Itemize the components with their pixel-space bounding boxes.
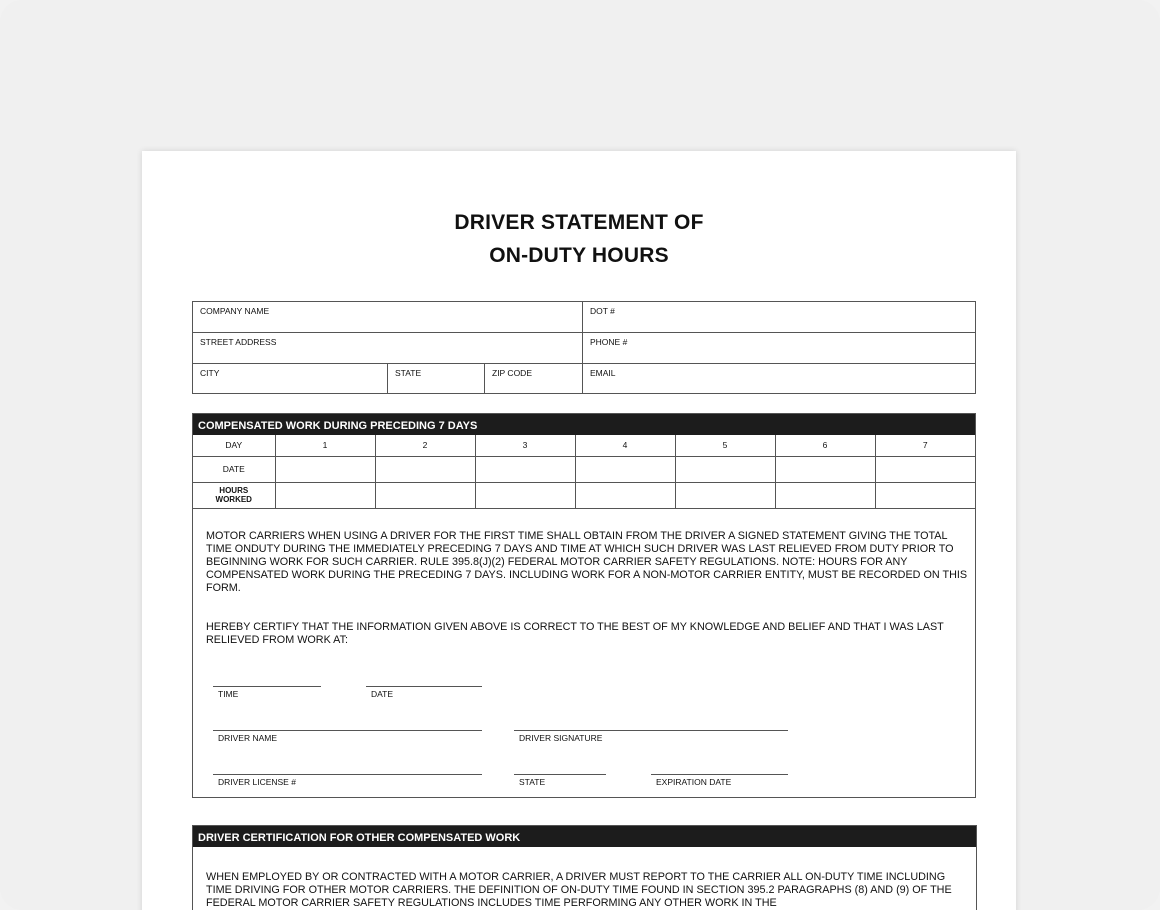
driver-license-label: DRIVER LICENSE # <box>218 777 296 787</box>
phone-label: PHONE # <box>590 337 628 347</box>
day-number: 5 <box>675 435 775 456</box>
hours-cell[interactable] <box>275 482 375 508</box>
hours-cell[interactable] <box>575 482 675 508</box>
license-state-label: STATE <box>519 777 546 787</box>
compensated-work-section <box>192 413 976 798</box>
other-work-certification-section <box>192 825 977 910</box>
day-number: 6 <box>775 435 875 456</box>
email-label: EMAIL <box>590 368 616 378</box>
driver-signature-line[interactable] <box>514 730 788 731</box>
driver-license-line[interactable] <box>213 774 482 775</box>
date-line[interactable] <box>366 686 482 687</box>
city-label: CITY <box>200 368 220 378</box>
hours-worked-header: HOURS WORKED <box>193 482 275 508</box>
date-cell[interactable] <box>575 456 675 482</box>
time-line[interactable] <box>213 686 321 687</box>
state-field[interactable] <box>388 364 484 393</box>
hours-table <box>193 435 975 509</box>
expiration-date-label: EXPIRATION DATE <box>656 777 732 787</box>
phone-field[interactable] <box>583 333 975 363</box>
company-info-block <box>192 301 976 394</box>
date-header: DATE <box>193 456 275 482</box>
day-number: 7 <box>875 435 975 456</box>
company-name-field[interactable] <box>193 302 582 332</box>
date-cell[interactable] <box>275 456 375 482</box>
hours-cell[interactable] <box>375 482 475 508</box>
day-number: 3 <box>475 435 575 456</box>
day-number: 2 <box>375 435 475 456</box>
hours-cell[interactable] <box>875 482 975 508</box>
form-page <box>142 151 1016 910</box>
date-cell[interactable] <box>375 456 475 482</box>
other-work-text: WHEN EMPLOYED BY OR CONTRACTED WITH A MOTOR CARRIER, A DRIVER MUST REPORT TO THE CARRIER ALL ON-DUTY TIME INCLUDING TIME DRIVING FOR OTHER MOTOR CARRIERS. THE DEFINITION OF ON-DUTY TIME FOUND IN SECTION 395.2 PARAGRAPHS (8) AND (9) OF THE FEDERAL MOTOR CARRIER SAFETY REGULATIONS INCLUDES TIME PERFORMING ANY OTHER WORK IN THE <box>206 871 952 909</box>
day-number: 1 <box>275 435 375 456</box>
certification-statement: HEREBY CERTIFY THAT THE INFORMATION GIVEN ABOVE IS CORRECT TO THE BEST OF MY KNOWLEDGE AND BELIEF AND THAT I WAS LAST RELIEVED FROM WORK AT: <box>206 621 944 646</box>
driver-name-line[interactable] <box>213 730 482 731</box>
date-label: DATE <box>371 689 394 699</box>
zip-code-label: ZIP CODE <box>492 368 532 378</box>
driver-signature-label: DRIVER SIGNATURE <box>519 733 603 743</box>
regulation-statement: MOTOR CARRIERS WHEN USING A DRIVER FOR THE FIRST TIME SHALL OBTAIN FROM THE DRIVER A SIGNED STATEMENT GIVING THE TOTAL TIME ONDUTY DURING THE IMMEDIATELY PRECEDING 7 DAYS AND TIME AT WHICH SUCH DRIVER WAS LAST RELIEVED FROM DUTY PRIOR TO BEGINNING WORK FOR SUCH CARRIER. RULE 395.8(J)(2) FEDERAL MOTOR CARRIER SAFETY REGULATIONS. NOTE: HOURS FOR ANY COMPENSATED WORK DURING THE PRECEDING 7 DAYS. INCLUDING WORK FOR A NON-MOTOR CARRIER ENTITY, MUST BE RECORDED ON THIS FORM. <box>206 530 968 594</box>
date-cell[interactable] <box>475 456 575 482</box>
section2-heading: DRIVER CERTIFICATION FOR OTHER COMPENSATED WORK <box>193 826 976 847</box>
form-title-line2: ON-DUTY HOURS <box>489 244 669 267</box>
zip-code-field[interactable] <box>485 364 582 393</box>
email-field[interactable] <box>583 364 975 393</box>
day-number: 4 <box>575 435 675 456</box>
section-heading: COMPENSATED WORK DURING PRECEDING 7 DAYS <box>193 414 975 435</box>
state-label: STATE <box>395 368 422 378</box>
dot-number-label: DOT # <box>590 306 615 316</box>
street-address-label: STREET ADDRESS <box>200 337 277 347</box>
driver-name-label: DRIVER NAME <box>218 733 278 743</box>
license-state-line[interactable] <box>514 774 606 775</box>
date-cell[interactable] <box>875 456 975 482</box>
company-name-label: COMPANY NAME <box>200 306 270 316</box>
city-field[interactable] <box>193 364 387 393</box>
street-address-field[interactable] <box>193 333 582 363</box>
dot-number-field[interactable] <box>583 302 975 332</box>
form-title-line1: DRIVER STATEMENT OF <box>454 211 704 234</box>
date-cell[interactable] <box>775 456 875 482</box>
hours-cell[interactable] <box>675 482 775 508</box>
time-label: TIME <box>218 689 239 699</box>
day-header: DAY <box>193 435 275 456</box>
expiration-date-line[interactable] <box>651 774 788 775</box>
hours-cell[interactable] <box>775 482 875 508</box>
date-cell[interactable] <box>675 456 775 482</box>
hours-cell[interactable] <box>475 482 575 508</box>
